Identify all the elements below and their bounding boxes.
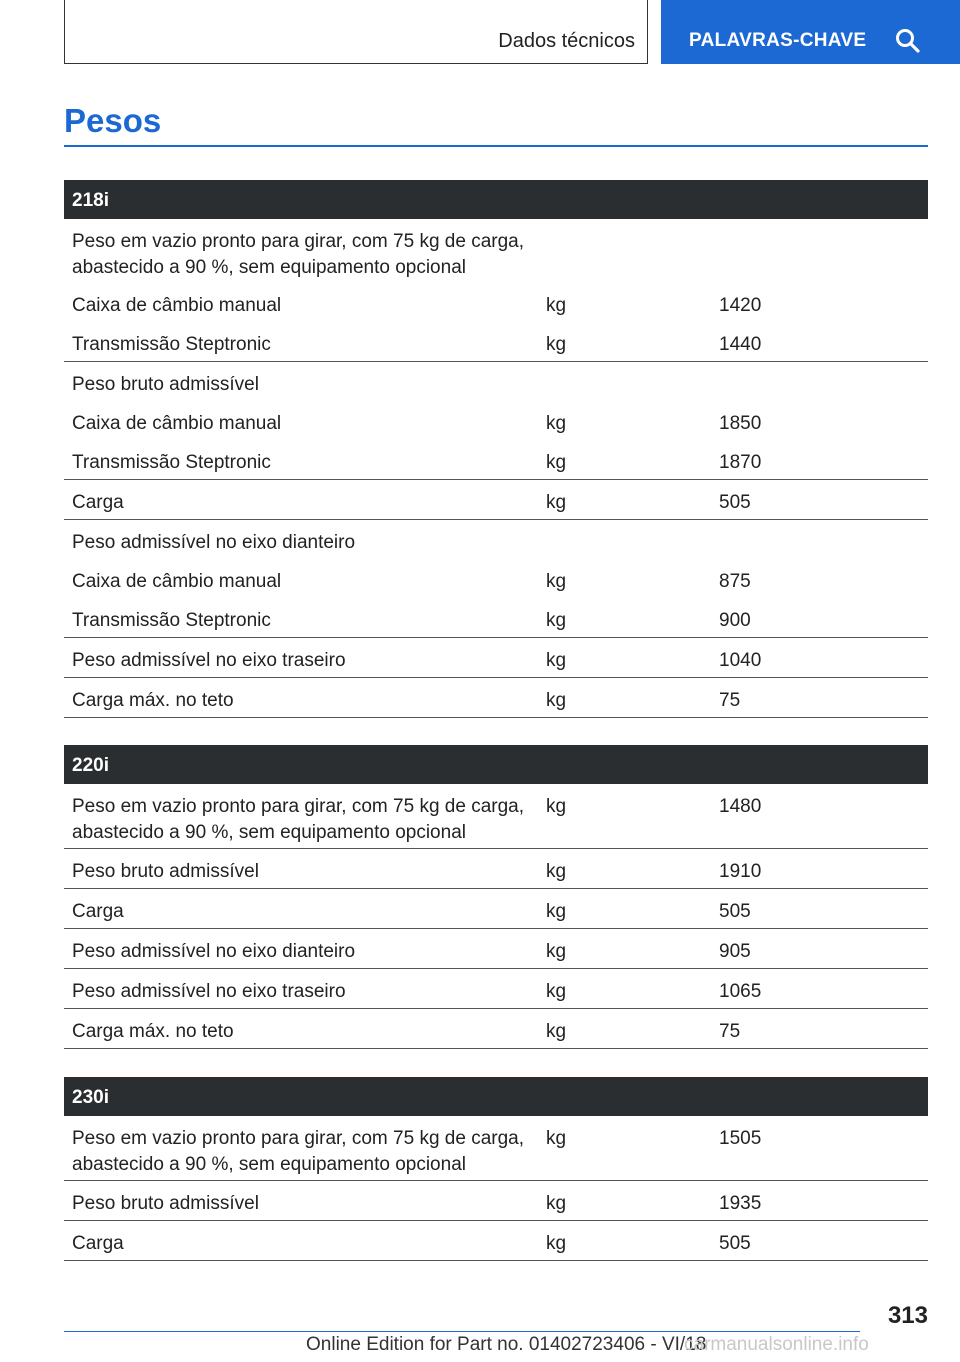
row-label: Transmissão Steptronic: [72, 452, 271, 473]
row-value: 1910: [719, 861, 762, 882]
row-label: Carga máx. no teto: [72, 1021, 234, 1042]
row-label: Peso em vazio pronto para girar, com 75 kg de carga, abastecido a 90 %, sem equipamento opcional: [72, 231, 525, 278]
row-value: 1870: [719, 452, 762, 473]
row-label: Carga: [72, 901, 124, 922]
row-unit: kg: [546, 571, 567, 592]
table-row: [64, 283, 928, 322]
row-value: 1040: [719, 650, 762, 671]
row-label: Peso bruto admissível: [72, 1193, 259, 1214]
table-heading: 218i: [64, 180, 928, 219]
table-row: [64, 559, 928, 598]
row-label: Peso admissível no eixo traseiro: [72, 650, 346, 671]
table-row: [64, 1009, 928, 1049]
watermark: carmanualsonline.info: [684, 1334, 869, 1355]
row-label: Caixa de câmbio manual: [72, 413, 282, 434]
table-row: [64, 598, 928, 638]
table-row: [64, 784, 928, 849]
row-unit: kg: [546, 610, 567, 631]
table-row: [64, 401, 928, 440]
row-value: 905: [719, 941, 751, 962]
weights-table-218i: [64, 180, 928, 718]
row-label: Peso em vazio pronto para girar, com 75 kg de carga, abastecido a 90 %, sem equipamento opcional: [72, 1128, 525, 1175]
row-label: Peso bruto admissível: [72, 861, 259, 882]
table-row: [64, 638, 928, 678]
row-label: Carga: [72, 1233, 124, 1254]
row-unit: kg: [546, 413, 567, 434]
row-label: Carga: [72, 492, 124, 513]
row-unit: kg: [546, 901, 567, 922]
table-row: [64, 889, 928, 929]
table-row: [64, 440, 928, 480]
section-title: Dados técnicos: [498, 30, 635, 52]
row-unit: kg: [546, 492, 567, 513]
row-value: 505: [719, 492, 751, 513]
row-label: Caixa de câmbio manual: [72, 571, 282, 592]
row-value: 1850: [719, 413, 762, 434]
row-label: Peso admissível no eixo dianteiro: [72, 532, 356, 553]
section-header: [64, 0, 648, 64]
row-label: Transmissão Steptronic: [72, 610, 271, 631]
row-label: Caixa de câmbio manual: [72, 295, 282, 316]
page-number: 313: [887, 1302, 928, 1329]
row-value: 505: [719, 901, 751, 922]
row-unit: kg: [546, 796, 567, 817]
search-icon: [895, 28, 921, 54]
table-row: [64, 969, 928, 1009]
page-title: Pesos: [64, 102, 162, 139]
row-value: 1065: [719, 981, 762, 1002]
row-unit: kg: [546, 1128, 567, 1149]
table-row: [64, 480, 928, 520]
row-value: 75: [719, 1021, 741, 1042]
table-row: [64, 219, 928, 283]
row-value: 1935: [719, 1193, 762, 1214]
row-label: Peso admissível no eixo traseiro: [72, 981, 346, 1002]
table-row: [64, 1116, 928, 1181]
table-row: [64, 929, 928, 969]
row-value: 1440: [719, 334, 762, 355]
row-unit: kg: [546, 941, 567, 962]
row-label: Peso admissível no eixo dianteiro: [72, 941, 356, 962]
row-value: 1420: [719, 295, 762, 316]
row-value: 505: [719, 1233, 751, 1254]
table-row: [64, 1221, 928, 1261]
row-value: 1505: [719, 1128, 762, 1149]
table-row: [64, 678, 928, 718]
row-label: Carga máx. no teto: [72, 690, 234, 711]
table-row: [64, 1181, 928, 1221]
row-unit: kg: [546, 334, 567, 355]
row-unit: kg: [546, 861, 567, 882]
table-row: [64, 849, 928, 889]
keywords-button[interactable]: [661, 0, 960, 64]
row-unit: kg: [546, 690, 567, 711]
row-unit: kg: [546, 1193, 567, 1214]
weights-table-220i: [64, 745, 928, 1049]
table-row: [64, 322, 928, 362]
row-value: 875: [719, 571, 751, 592]
row-unit: kg: [546, 295, 567, 316]
row-unit: kg: [546, 650, 567, 671]
row-unit: kg: [546, 981, 567, 1002]
edition-text: Online Edition for Part no. 01402723406 - VI/18: [306, 1334, 707, 1355]
footer-divider: [64, 1331, 860, 1332]
row-label: Peso em vazio pronto para girar, com 75 kg de carga, abastecido a 90 %, sem equipamento opcional: [72, 796, 525, 843]
row-label: Peso bruto admissível: [72, 374, 259, 395]
table-row: [64, 520, 928, 559]
row-unit: kg: [546, 452, 567, 473]
row-unit: kg: [546, 1233, 567, 1254]
row-value: 75: [719, 690, 741, 711]
weights-table-230i: [64, 1077, 928, 1261]
keywords-label: PALAVRAS-CHAVE: [689, 30, 867, 51]
table-heading: 220i: [64, 745, 928, 784]
row-value: 1480: [719, 796, 762, 817]
row-unit: kg: [546, 1021, 567, 1042]
title-divider: [64, 145, 928, 147]
row-value: 900: [719, 610, 751, 631]
table-heading: 230i: [64, 1077, 928, 1116]
table-row: [64, 362, 928, 401]
row-label: Transmissão Steptronic: [72, 334, 271, 355]
